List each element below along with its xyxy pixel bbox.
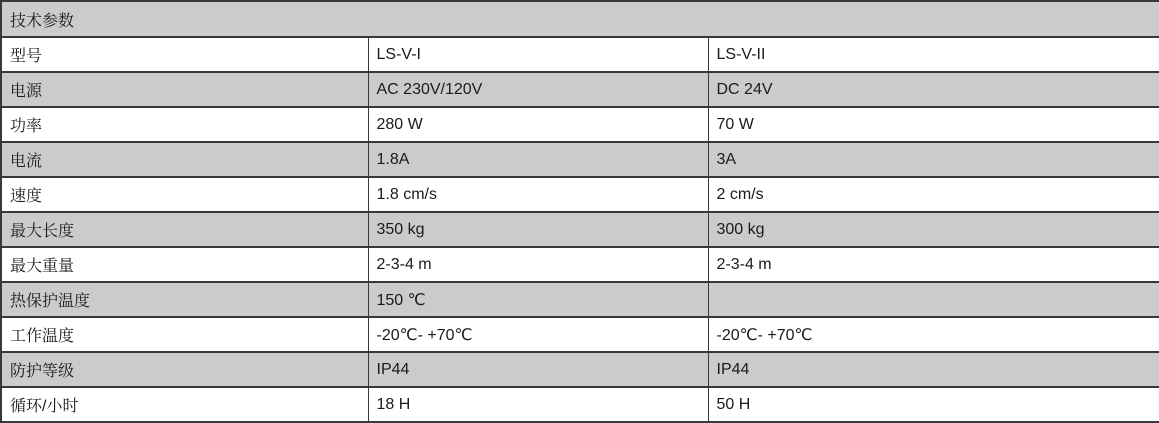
row-value2-cell: IP44 [708,352,1159,387]
table-row [1,212,1159,247]
row-value1-cell: 18 H [368,387,708,422]
row-parameter-label: 防护等级 [1,352,368,387]
row-parameter-label: 电源 [1,72,368,107]
row-value1-cell: 280 W [368,107,708,142]
row-value2-cell: 300 kg [708,212,1159,247]
table-title-row [1,1,1159,37]
table-row [1,317,1159,352]
row-value1-cell: 1.8 cm/s [368,177,708,212]
row-parameter-label: 速度 [1,177,368,212]
row-value2-cell: LS-V-II [708,37,1159,72]
row-parameter-label: 最大长度 [1,212,368,247]
row-value1-cell: AC 230V/120V [368,72,708,107]
table-row [1,387,1159,422]
row-value1-cell: 1.8A [368,142,708,177]
table-title: 技术参数 [1,1,1159,37]
row-value1-cell: -20℃- +70℃ [368,317,708,352]
table-row [1,142,1159,177]
table-row [1,352,1159,387]
row-value1-cell: 150 ℃ [368,282,708,317]
row-value2-cell: 50 H [708,387,1159,422]
row-value2-cell [708,282,1159,317]
row-value2-cell: DC 24V [708,72,1159,107]
row-parameter-label: 循环/小时 [1,387,368,422]
row-value1-cell: LS-V-I [368,37,708,72]
row-value1-cell: 350 kg [368,212,708,247]
table-row [1,282,1159,317]
table-row [1,107,1159,142]
row-parameter-label: 电流 [1,142,368,177]
row-value2-cell: 2-3-4 m [708,247,1159,282]
table-row [1,72,1159,107]
table-body [1,37,1159,422]
table-row [1,177,1159,212]
row-parameter-label: 最大重量 [1,247,368,282]
row-parameter-label: 工作温度 [1,317,368,352]
row-value2-cell: 70 W [708,107,1159,142]
row-parameter-label: 功率 [1,107,368,142]
table-row [1,37,1159,72]
row-value1-cell: IP44 [368,352,708,387]
row-parameter-label: 型号 [1,37,368,72]
table-row [1,247,1159,282]
row-value2-cell: -20℃- +70℃ [708,317,1159,352]
row-value2-cell: 3A [708,142,1159,177]
row-parameter-label: 热保护温度 [1,282,368,317]
row-value2-cell: 2 cm/s [708,177,1159,212]
row-value1-cell: 2-3-4 m [368,247,708,282]
